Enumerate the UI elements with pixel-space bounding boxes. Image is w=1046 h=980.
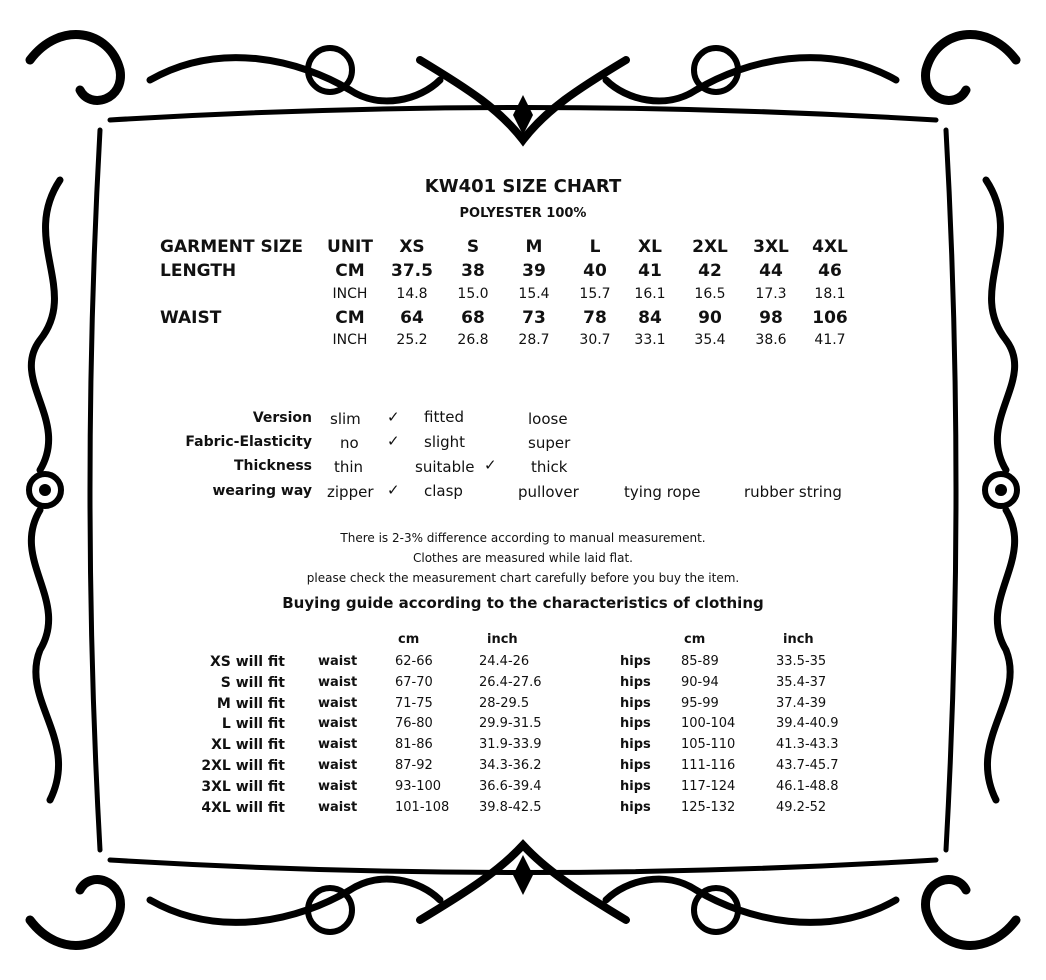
guide-measure-hips: hips xyxy=(620,799,651,815)
waist-inch-value: 38.6 xyxy=(755,332,787,348)
guide-measure-hips: hips xyxy=(620,737,651,753)
page-subtitle: POLYESTER 100% xyxy=(459,206,587,221)
unit-inch: INCH xyxy=(332,332,368,348)
guide-waist-cm: 76-80 xyxy=(395,716,433,732)
cm-header: cm xyxy=(398,632,420,647)
guide-size-label: XL will fit xyxy=(211,737,285,754)
waist-cm-value: 98 xyxy=(759,308,783,328)
guide-hips-inch: 46.1-48.8 xyxy=(776,778,839,794)
waist-cm-value: 106 xyxy=(812,308,848,328)
guide-waist-inch: 29.9-31.5 xyxy=(479,716,542,732)
size-header: 4XL xyxy=(812,237,848,257)
guide-hips-inch: 33.5-35 xyxy=(776,654,827,669)
length-inch-value: 15.7 xyxy=(579,286,611,302)
guide-hips-cm: 100-104 xyxy=(681,716,736,732)
feature-option: suitable xyxy=(415,458,475,476)
guide-waist-cm: 87-92 xyxy=(395,758,433,773)
guide-measure-hips: hips xyxy=(620,654,651,669)
feature-option: clasp xyxy=(424,482,463,500)
feature-option: thin xyxy=(334,458,364,476)
feature-option: thick xyxy=(531,458,568,476)
guide-waist-cm: 71-75 xyxy=(395,695,433,711)
waist-inch-value: 25.2 xyxy=(396,332,428,348)
length-cm-value: 37.5 xyxy=(391,261,433,281)
cm-header: cm xyxy=(684,632,706,647)
guide-measure-hips: hips xyxy=(620,758,651,773)
length-inch-value: 15.0 xyxy=(457,286,489,302)
inch-header: inch xyxy=(487,632,518,647)
waist-cm-value: 84 xyxy=(638,308,662,328)
feature-option: no xyxy=(340,434,359,452)
feature-option: slim xyxy=(330,410,361,428)
feature-option: pullover xyxy=(518,483,579,501)
guide-hips-inch: 39.4-40.9 xyxy=(776,716,839,732)
guide-size-label: L will fit xyxy=(221,716,285,733)
guide-size-label: 2XL will fit xyxy=(201,758,285,774)
guide-waist-cm: 62-66 xyxy=(395,654,433,669)
waist-cm-value: 73 xyxy=(522,308,546,328)
feature-option: super xyxy=(528,434,571,452)
fabric-elasticity-label: Fabric-Elasticity xyxy=(185,434,312,450)
length-cm-value: 38 xyxy=(461,261,485,281)
guide-waist-cm: 101-108 xyxy=(395,799,450,815)
guide-hips-inch: 43.7-45.7 xyxy=(776,758,839,773)
size-header: XL xyxy=(638,237,662,257)
guide-hips-cm: 85-89 xyxy=(681,654,719,669)
guide-size-label: 3XL will fit xyxy=(201,778,285,795)
guide-size-label: M will fit xyxy=(216,695,285,712)
length-cm-value: 40 xyxy=(583,261,607,281)
note-line: Clothes are measured while laid flat. xyxy=(413,551,633,565)
guide-measure-hips: hips xyxy=(620,716,651,732)
wearing-way-label: wearing way xyxy=(212,483,312,499)
note-line: please check the measurement chart carefully before you buy the item. xyxy=(306,571,740,585)
waist-cm-value: 64 xyxy=(400,308,424,328)
length-inch-value: 17.3 xyxy=(755,286,787,302)
feature-option: zipper xyxy=(327,483,374,501)
unit-cm: CM xyxy=(335,308,365,328)
guide-hips-cm: 117-124 xyxy=(681,778,736,794)
note-line: There is 2-3% difference according to manual measurement. xyxy=(340,531,706,545)
guide-measure-waist: waist xyxy=(318,695,358,711)
guide-hips-inch: 37.4-39 xyxy=(776,695,827,711)
guide-hips-cm: 111-116 xyxy=(681,758,736,773)
guide-measure-hips: hips xyxy=(620,695,651,711)
guide-hips-inch: 35.4-37 xyxy=(776,674,827,690)
waist-inch-value: 30.7 xyxy=(579,332,611,348)
waist-inch-value: 41.7 xyxy=(814,332,846,348)
guide-waist-inch: 39.8-42.5 xyxy=(479,799,542,815)
length-inch-value: 16.1 xyxy=(634,286,666,302)
feature-option: slight xyxy=(424,433,466,451)
length-inch-value: 14.8 xyxy=(396,286,428,302)
guide-waist-inch: 24.4-26 xyxy=(479,654,530,669)
guide-waist-cm: 81-86 xyxy=(395,737,433,753)
length-cm-value: 46 xyxy=(818,261,842,281)
unit-inch: INCH xyxy=(332,286,368,302)
length-inch-value: 16.5 xyxy=(694,286,726,302)
waist-inch-value: 33.1 xyxy=(634,332,666,348)
length-cm-value: 42 xyxy=(698,261,722,281)
waist-inch-value: 26.8 xyxy=(457,332,489,348)
guide-waist-cm: 67-70 xyxy=(395,674,433,690)
guide-waist-inch: 31.9-33.9 xyxy=(479,737,542,753)
length-cm-value: 44 xyxy=(759,261,783,281)
size-header: L xyxy=(589,237,601,257)
size-header: S xyxy=(466,237,480,257)
guide-hips-cm: 90-94 xyxy=(681,674,719,690)
size-header: 2XL xyxy=(692,237,728,257)
guide-size-label: XS will fit xyxy=(209,654,285,670)
length-inch-value: 18.1 xyxy=(814,286,846,302)
guide-measure-waist: waist xyxy=(318,758,358,773)
guide-waist-cm: 93-100 xyxy=(395,778,442,794)
inch-header: inch xyxy=(783,632,814,647)
length-cm-value: 39 xyxy=(522,261,546,281)
version-label: Version xyxy=(252,410,312,426)
guide-measure-hips: hips xyxy=(620,778,651,794)
waist-cm-value: 78 xyxy=(583,308,607,328)
feature-option: fitted xyxy=(424,408,464,426)
size-header: M xyxy=(525,237,543,257)
guide-measure-waist: waist xyxy=(318,799,358,815)
waist-inch-value: 28.7 xyxy=(518,332,550,348)
feature-option: tying rope xyxy=(624,483,701,501)
feature-option: rubber string xyxy=(744,483,842,501)
guide-measure-hips: hips xyxy=(620,674,651,690)
guide-hips-cm: 95-99 xyxy=(681,695,719,711)
guide-size-label: S will fit xyxy=(220,674,285,691)
length-cm-value: 41 xyxy=(638,261,662,281)
check-icon: ✓ xyxy=(484,456,497,474)
guide-hips-cm: 105-110 xyxy=(681,737,736,753)
guide-measure-waist: waist xyxy=(318,737,358,753)
feature-option: loose xyxy=(528,410,568,428)
size-header: 3XL xyxy=(753,237,789,257)
guide-measure-waist: waist xyxy=(318,716,358,732)
guide-size-label: 4XL will fit xyxy=(201,799,285,816)
waist-inch-value: 35.4 xyxy=(694,332,726,348)
length-label: LENGTH xyxy=(160,261,237,281)
guide-waist-inch: 34.3-36.2 xyxy=(479,758,542,773)
page-title: KW401 SIZE CHART xyxy=(424,176,622,197)
waist-cm-value: 68 xyxy=(461,308,485,328)
waist-label: WAIST xyxy=(160,308,222,328)
garment-size-header: GARMENT SIZE xyxy=(160,237,303,257)
guide-waist-inch: 36.6-39.4 xyxy=(479,778,542,794)
guide-measure-waist: waist xyxy=(318,674,358,690)
unit-header: UNIT xyxy=(327,237,373,257)
guide-hips-inch: 49.2-52 xyxy=(776,799,827,815)
check-icon: ✓ xyxy=(387,432,400,450)
length-inch-value: 15.4 xyxy=(518,286,550,302)
guide-measure-waist: waist xyxy=(318,778,358,794)
buying-guide-title: Buying guide according to the characteristics of clothing xyxy=(282,594,764,612)
waist-cm-value: 90 xyxy=(698,308,722,328)
guide-waist-inch: 28-29.5 xyxy=(479,695,530,711)
check-icon: ✓ xyxy=(387,408,400,426)
unit-cm: CM xyxy=(335,261,365,281)
guide-waist-inch: 26.4-27.6 xyxy=(479,674,542,690)
check-icon: ✓ xyxy=(387,481,400,499)
size-header: XS xyxy=(399,237,425,257)
guide-hips-cm: 125-132 xyxy=(681,799,736,815)
thickness-label: Thickness xyxy=(233,458,312,474)
guide-hips-inch: 41.3-43.3 xyxy=(776,737,839,753)
guide-measure-waist: waist xyxy=(318,654,358,669)
